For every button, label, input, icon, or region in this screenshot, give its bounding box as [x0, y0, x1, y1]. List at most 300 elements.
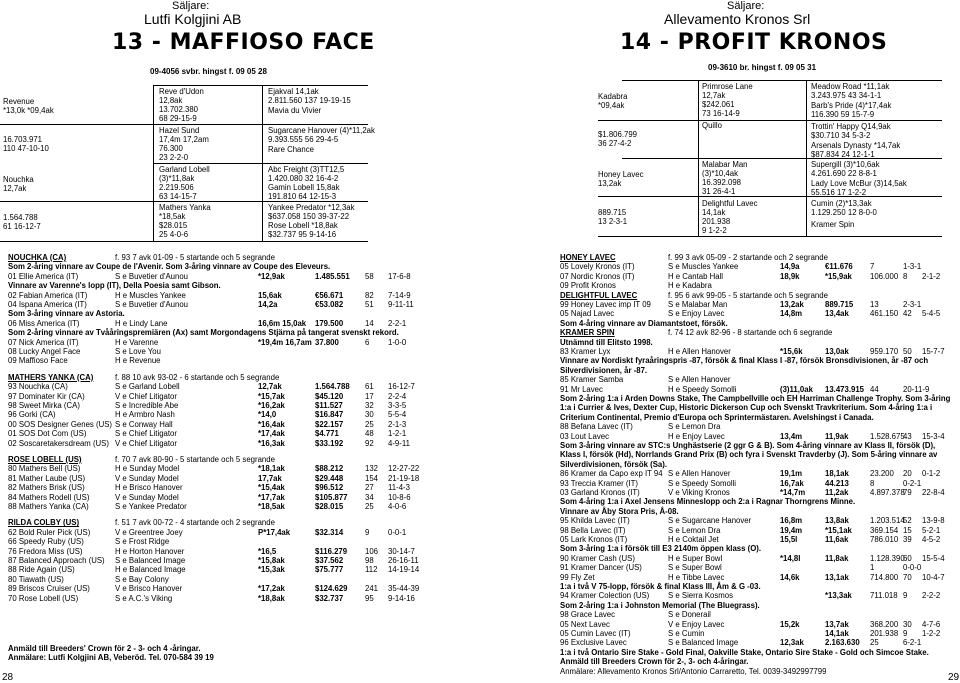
record-cell: 461.150	[870, 309, 899, 319]
record-cell: 05 Najad Lavec	[560, 309, 615, 319]
record-cell: *15,9ak	[825, 271, 852, 281]
dam-heading: NOUCHKA (CA)	[8, 253, 67, 262]
record-cell: 70 Rose Lobell (US)	[8, 593, 79, 603]
record-cell: *15,3ak	[258, 565, 285, 575]
record-cell: 26-16-11	[388, 556, 419, 565]
ped-text: 12,7ak	[702, 91, 726, 100]
record-cell: 714.800	[870, 572, 899, 582]
record-cell: H e Allen Hanover	[668, 347, 731, 356]
ped-text: Gamin Lobell 15,8ak	[268, 183, 340, 192]
record-cell: 112	[365, 565, 378, 575]
registration-info: 09-4056 svbr. hingst f. 09 05 28	[150, 67, 267, 76]
record-cell: 95 Khilda Lavec (IT)	[560, 516, 630, 526]
ped-text: (3)*10,4ak	[702, 169, 738, 178]
record-cell: 20-11-9	[903, 384, 930, 394]
sire-earnings: $1.806.799	[598, 130, 638, 139]
record-cell: 01 Ellie America (IT)	[8, 271, 79, 281]
record-cell: *18,5ak	[258, 502, 285, 511]
record-cell: 1-3-1	[903, 262, 922, 272]
record-cell: *12,9ak	[258, 271, 285, 281]
record-cell: 22-8-4	[922, 488, 945, 497]
ped-text: 2.219.506	[159, 183, 194, 192]
record-cell: 62 Bold Ruler Pick (US)	[8, 527, 91, 537]
ped-text: $242.061	[702, 100, 735, 109]
record-cell: 82	[365, 290, 374, 300]
record-cell: 19,4m	[780, 525, 803, 535]
record-cell: 06 Miss America (IT)	[8, 318, 80, 328]
record-note: Vinnare av Varenne's lopp (IT), Della Poesia samt Gibson.	[8, 281, 221, 291]
record-cell: 39	[903, 535, 912, 544]
record-cell: S e Muscles Yankee	[668, 262, 739, 272]
record-cell: V e Chief Litigator	[115, 391, 177, 401]
record-cell: 13,0ak	[825, 347, 849, 356]
dam-summary: f. 51 7 avk 00-72 - 4 startande och 2 segrande	[115, 518, 275, 528]
dam-name: Nouchka	[3, 175, 34, 184]
record-cell: 16,7ak	[780, 478, 804, 488]
record-cell: 86 Kramer da Capo exp IT 94	[560, 469, 663, 479]
record-cell: *17,7ak	[258, 492, 285, 502]
record-cell: 84 Mathers Rodell (US)	[8, 492, 90, 502]
record-cell: 13	[870, 300, 879, 309]
record-cell: H e Lindy Lane	[115, 318, 168, 328]
record-cell: 9-11-11	[388, 300, 414, 309]
pedigree-line	[0, 124, 368, 125]
record-cell: 2-2-2	[922, 591, 941, 601]
dam-earnings: 1.564.788	[3, 213, 38, 222]
record-cell: 05 Lovely Kronos (IT)	[560, 262, 635, 272]
record-cell: 4-9-11	[388, 438, 410, 448]
record-cell: S e Malabar Man	[668, 300, 728, 309]
pedigree-line	[153, 85, 368, 86]
record-cell: 0-1-2	[922, 469, 941, 479]
record-cell: 1	[870, 563, 875, 573]
ped-text: 1.129.250 12 8-0-0	[811, 208, 877, 217]
record-cell: 1-2-2	[922, 629, 941, 638]
record-cell: 44	[870, 384, 879, 394]
record-cell: 92	[365, 438, 374, 448]
record-cell: $116.279	[315, 546, 348, 556]
record-cell: V e Sunday Model	[115, 473, 179, 483]
record-cell: 98 Grace Lavec	[560, 610, 616, 620]
record-cell: 42	[903, 309, 912, 319]
record-cell: S e Yankee Predator	[115, 502, 187, 511]
record-cell: 76 Fredora Miss (US)	[8, 546, 83, 556]
record-note: Silverdivisionen, försök (Sa).	[560, 459, 668, 469]
record-cell: $45.120	[315, 391, 344, 401]
record-note: Criterium Continental, Premio d'Europa och Sprintermästaren. Avelshingst i Canada.	[560, 412, 874, 422]
record-cell: 15,2k	[780, 619, 800, 629]
record-cell: 02 Fabian America (IT)	[8, 290, 88, 300]
record-cell: 88 Mathers Yanka (CA)	[8, 502, 89, 511]
record-cell: S e Conway Hall	[115, 419, 173, 429]
ped-text: 17,4m 17,2am	[159, 135, 209, 144]
record-cell: S e Incredible Abe	[115, 401, 179, 410]
record-cell: 30-14-7	[388, 546, 415, 556]
seller-label: Säljare:	[727, 0, 765, 12]
record-cell: 05 Next Lavec	[560, 619, 610, 629]
record-cell: 85 Kramer Samba	[560, 375, 624, 385]
dam-heading: ROSE LOBELL (US)	[8, 455, 82, 464]
record-cell: V e Viking Kronos	[668, 488, 730, 497]
record-cell: 37.800	[315, 337, 339, 347]
record-cell: 16-12-7	[388, 382, 415, 392]
record-cell: 96 Exclusive Lavec	[560, 638, 627, 648]
record-cell: V e Greentree Joey	[115, 527, 183, 537]
record-cell: H e Horton Hanover	[115, 546, 185, 556]
record-cell: S e Chief Litigator	[115, 429, 177, 439]
record-cell: S e Allen Hanover	[668, 469, 731, 479]
record-cell: S e A.C.'s Viking	[115, 593, 173, 603]
registration-info: 09-3610 br. hingst f. 09 05 31	[708, 63, 817, 72]
record-cell: 11,8ak	[825, 553, 849, 563]
record-cell: 50	[903, 347, 912, 356]
record-cell: 154	[365, 473, 379, 483]
record-cell: V e Chief Litigator	[115, 438, 177, 448]
record-cell: 241	[365, 584, 379, 594]
record-cell: 14,1ak	[825, 629, 849, 638]
dam-heading: MATHERS YANKA (CA)	[8, 372, 94, 382]
record-cell: H e Armbro Nash	[115, 410, 175, 420]
record-cell: 91 Kramer Dancer (US)	[560, 563, 642, 573]
ped-text: 73 16-14-9	[702, 109, 740, 118]
sire-record: *09,4ak	[598, 101, 625, 110]
record-cell: S e Buvetier d'Aunou	[115, 300, 189, 309]
record-cell: 25	[365, 419, 374, 429]
seller-name: Lutfi Kolgjini AB	[144, 11, 242, 27]
ped-text: Ejakval 14,1ak	[268, 87, 319, 96]
record-cell: 959.170	[870, 347, 899, 356]
record-cell: S e Sierra Kosmos	[668, 591, 733, 601]
record-cell: 15-5-4	[922, 553, 945, 563]
record-cell: *15,7ak	[258, 391, 285, 401]
dam-starts: 61 16-12-7	[3, 222, 41, 231]
sire-offspring: 110 47-10-10	[3, 144, 49, 153]
ped-text: Rose Lobell *18,8ak	[268, 221, 338, 230]
record-cell: S e Bay Colony	[115, 574, 169, 584]
record-cell: 13,1ak	[825, 572, 849, 582]
record-cell: 9	[365, 527, 370, 537]
ped-text: $87.834 24 12-1-1	[811, 150, 875, 159]
record-cell: S e Love You	[115, 347, 161, 356]
record-cell: 88 Ride Again (US)	[8, 565, 75, 575]
ped-text: Yankee Predator *12,3ak	[268, 203, 355, 212]
dam-heading: HONEY LAVEC	[560, 253, 616, 262]
record-cell: *16,2ak	[258, 401, 285, 410]
record-cell: *14,0	[258, 410, 277, 420]
record-cell: 16,6m 15,0ak	[258, 318, 307, 328]
record-cell: *13,3ak	[825, 591, 852, 601]
ped-text: 13.702.380	[159, 105, 199, 114]
record-cell: $29.448	[315, 473, 344, 483]
record-cell: *17,4ak	[258, 429, 285, 439]
record-cell: 44.213	[825, 478, 849, 488]
dam-summary: f. 74 12 avk 82-96 - 8 startande och 6 segrande	[668, 328, 833, 338]
record-cell: 13,4ak	[825, 309, 849, 319]
record-cell: V e Enjoy Lavec	[668, 619, 725, 629]
record-cell: S e Buvetier d'Aunou	[115, 271, 189, 281]
record-cell: (3)11,0ak	[780, 384, 813, 394]
record-cell: 13,4m	[780, 431, 803, 441]
record-note: Vinnare av Nordiskt fyraåringspris -87, försök & final Klass I -87, försök Bronsdivisionen, år -87 och	[560, 356, 929, 366]
record-cell: 98 Sweet Mirka (CA)	[8, 401, 80, 410]
record-cell: *18,1ak	[258, 464, 285, 474]
ped-text: 4.261.690 22 8-8-1	[811, 169, 877, 178]
dam-earnings: 889.715	[598, 208, 627, 217]
record-cell: 12,7ak	[258, 382, 282, 392]
record-cell: 0-2-1	[903, 478, 922, 488]
record-cell: €11.676	[825, 262, 853, 272]
record-cell: 17,7ak	[258, 473, 282, 483]
record-cell: 09 Maffioso Face	[8, 356, 68, 366]
record-cell: 03 Garland Kronos (IT)	[560, 488, 640, 497]
ped-text: 9 1-2-2	[702, 226, 727, 235]
record-cell: $96.512	[315, 483, 344, 493]
dam-record: 13,2ak	[598, 179, 622, 188]
record-cell: $88.212	[315, 464, 344, 474]
ped-text: 2.811.560 137 19-19-15	[268, 96, 351, 105]
ped-text: Barb's Pride (4)*17,4ak	[811, 101, 892, 110]
page-number: 28	[2, 672, 14, 683]
record-cell: H e Varenne	[115, 337, 159, 347]
record-cell: 17	[365, 391, 374, 401]
record-cell: 2.163.630	[825, 638, 860, 648]
seller-name: Allevamento Kronos Srl	[664, 11, 811, 27]
record-cell: $32.314	[315, 527, 344, 537]
record-cell: $37.562	[315, 556, 344, 565]
record-cell: 82 Mathers Brisk (US)	[8, 483, 85, 493]
ped-text: 25 4-0-6	[159, 230, 189, 239]
record-cell: 1-0-0	[388, 337, 407, 347]
record-cell: 98 Bella Lavec (IT)	[560, 525, 626, 535]
record-note: 1:a i Currier & Ives, Dexter Cup, Historic Dickerson Cup och Svenskt Travkriterium. Som 4-åring 1:a i	[560, 403, 933, 413]
record-cell: 80 Tiawath (US)	[8, 574, 64, 584]
record-cell: H e Cantab Hall	[668, 271, 724, 281]
ped-text: 16.392.098	[702, 178, 742, 187]
sire-offspring: 36 27-4-2	[598, 139, 632, 148]
sire-earnings: 16.703.971	[3, 135, 43, 144]
record-note: Som 4-åring vinnare av Diamantstoet, försök.	[560, 318, 728, 328]
record-cell: 12,3ak	[780, 638, 804, 648]
pedigree-divider	[806, 80, 807, 236]
record-cell: 88 Befana Lavec (IT)	[560, 422, 633, 432]
record-cell: $16.847	[315, 410, 344, 420]
record-cell: 2-2-4	[388, 391, 407, 401]
record-cell: 11,6ak	[825, 535, 849, 544]
record-cell: 58	[365, 271, 374, 281]
record-cell: 9-14-16	[388, 593, 415, 603]
record-cell: 5-2-1	[922, 525, 941, 535]
record-cell: H e Balanced Image	[115, 565, 186, 575]
record-cell: P*17,4ak	[258, 527, 291, 537]
record-cell: 35-44-39	[388, 584, 420, 594]
record-note: Som 2-åring 1:a i Johnston Memorial (The Bluegrass).	[560, 600, 760, 610]
ped-text: $30.710 34 5-3-2	[811, 131, 871, 140]
record-cell: 99 Honey Lavec imp IT 09	[560, 300, 651, 309]
record-note: Som 3-åring 1:a i försök till E3 2140m öppen klass (O).	[560, 544, 762, 554]
record-cell: $4.771	[315, 429, 339, 439]
ped-text: 23 2-2-0	[159, 153, 189, 162]
record-cell: S e Lemon Dra	[668, 422, 721, 432]
ped-text: 1.420.080 32 16-4-2	[268, 174, 339, 183]
ped-text: Cumin (2)*13,3ak	[811, 199, 872, 208]
record-cell: $105.877	[315, 492, 348, 502]
record-cell: $32.737	[315, 593, 344, 603]
ped-text: Malabar Man	[702, 160, 748, 169]
record-cell: 786.010	[870, 535, 899, 544]
record-cell: 13,8ak	[825, 516, 849, 526]
record-cell: 83 Kramer Lyx	[560, 347, 611, 356]
record-cell: 17-6-8	[388, 271, 411, 281]
record-cell: 11,2ak	[825, 488, 849, 497]
record-cell: 98	[365, 556, 374, 565]
footer-contact: Anmälare: Lutfi Kolgjini AB, Veberöd. Tel. 070-584 39 19	[8, 653, 214, 662]
record-cell: 7-14-9	[388, 290, 411, 300]
dam-summary: f. 99 3 avk 05-09 - 2 startande och 2 segrande	[668, 253, 828, 262]
ped-text: Quillo	[702, 121, 722, 130]
footer-note: Anmäld till Breeders' Crown för 2 - 3- och 4 -åringar.	[8, 644, 201, 653]
record-cell: 4.897.378	[870, 488, 905, 497]
record-cell: *17,2ak	[258, 584, 285, 594]
record-cell: 09 Profit Kronos	[560, 281, 616, 291]
pedigree-line	[622, 80, 942, 81]
record-cell: S e Allen Hanover	[668, 375, 731, 385]
record-cell: 12-27-22	[388, 464, 420, 474]
ped-text: Sugarcane Hanover (4)*11,2ak	[268, 126, 375, 135]
record-note: Som 4-åring 1:a i Axel Jensens Minneslopp och 2:a i Ragnar Thorngrens Minne.	[560, 497, 856, 507]
record-note: Anmälare: Allevamento Kronos Srl/Antonio Carraretto, Tel. 0039-3492997799	[560, 666, 827, 676]
record-note: 1:a i två V 75-lopp, försök & final Klass III, Åm & G -03.	[560, 582, 761, 591]
record-cell: S e Enjoy Lavec	[668, 309, 725, 319]
dam-summary: f. 95 6 avk 99-05 - 5 startande och 5 segrande	[668, 290, 828, 300]
dam-summary: f. 88 10 avk 93-02 - 6 startande och 5 segrande	[115, 372, 280, 382]
sire-record: *13,0k *09,4ak	[3, 106, 54, 115]
record-cell: *15,1ak	[825, 525, 852, 535]
dam-heading: DELIGHTFUL LAVEC	[560, 290, 638, 300]
ped-text: Rare Chance	[268, 145, 314, 154]
record-cell: S e Garland Lobell	[115, 382, 180, 392]
record-cell: 15	[903, 525, 912, 535]
pedigree-line	[598, 120, 942, 121]
record-note: Som 2-åring 1:a i Arden Downs Stake, The Campbellville och EH Harriman Challenge Trophy. Som 3-åring	[560, 394, 951, 403]
record-cell: 369.154	[870, 525, 899, 535]
record-cell: 05 Lark Kronos (IT)	[560, 535, 628, 544]
record-cell: S e Balanced Image	[668, 638, 739, 648]
record-cell: *15,4ak	[258, 483, 285, 493]
record-cell: $28.015	[315, 502, 344, 511]
ped-text: 31 26-4-1	[702, 187, 736, 196]
record-cell: 13,2ak	[780, 300, 804, 309]
record-cell: 97 Dominater Kir (CA)	[8, 391, 85, 401]
record-note: Som 3-åring vinnare av STC:s Unghästserie (2 ggr G & B). Som 4-åring vinnare av Klass II, försök (D),	[560, 441, 936, 450]
record-cell: 43	[903, 431, 912, 441]
record-note: Som 2-åring vinnare av Coupe de l'Avenir. Som 3-åring vinnare av Coupe des Eleveurs.	[8, 262, 331, 272]
sire-name: Revenue	[3, 97, 35, 106]
record-cell: 14	[365, 318, 374, 328]
record-cell: 08 Lucky Angel Face	[8, 347, 81, 356]
record-cell: H e Muscles Yankee	[115, 290, 186, 300]
record-cell: 94 Kramer Colection (US)	[560, 591, 650, 601]
ped-text: 14,1ak	[702, 208, 726, 217]
record-cell: S e Balanced Image	[115, 556, 186, 565]
pedigree-divider	[262, 85, 263, 241]
record-cell: 14,2a	[258, 300, 278, 309]
pedigree-divider	[153, 85, 154, 241]
record-cell: 30	[365, 410, 374, 420]
record-cell: 07 Nick America (IT)	[8, 337, 79, 347]
record-cell: 02 Soscaretakersdream (US)	[8, 438, 109, 448]
record-cell: 99 Fly Zet	[560, 572, 595, 582]
record-cell: 04 Ispana America (IT)	[8, 300, 87, 309]
record-cell: 5-5-4	[388, 410, 407, 420]
record-cell: 00 SOS Designer Genes (US)	[8, 419, 113, 429]
record-cell: 889.715	[825, 300, 854, 309]
record-cell: €56.671	[315, 290, 344, 300]
record-note: Som 3-åring vinnare av Astoria.	[8, 309, 125, 319]
record-cell: S e Sugarcane Hanover	[668, 516, 752, 526]
record-cell: $33.192	[315, 438, 344, 448]
ped-text: Garland Lobell	[159, 165, 210, 174]
ped-text: 191.810 64 12-15-3	[268, 192, 337, 201]
record-cell: 8	[870, 478, 875, 488]
record-cell: *18,8ak	[258, 593, 285, 603]
record-cell: 16,8m	[780, 516, 803, 526]
record-cell: 14,8m	[780, 309, 803, 319]
record-cell: 25	[365, 502, 374, 511]
record-cell: 10-4-7	[922, 572, 945, 582]
record-cell: H e Super Bowl	[668, 553, 723, 563]
ped-text: Arsenals Dynasty *14,7ak	[811, 141, 901, 150]
ped-text: Hazel Sund	[159, 126, 200, 135]
record-cell: 93 Treccia Kramer (IT)	[560, 478, 638, 488]
record-cell: 711.018	[870, 591, 898, 601]
record-cell: 4-5-2	[922, 535, 941, 544]
ped-text: *18,5ak	[159, 212, 186, 221]
ped-text: (3)*11,8ak	[159, 174, 195, 183]
record-cell: *16,5	[258, 546, 277, 556]
page-number: 29	[948, 672, 960, 683]
record-cell: 51	[365, 300, 374, 309]
ped-text: $28.015	[159, 221, 188, 230]
record-cell: 14,6k	[780, 572, 800, 582]
horse-title: 13 - MAFFIOSO FACE	[112, 30, 375, 55]
record-cell: 18,1ak	[825, 469, 849, 479]
record-cell: 2-1-3	[388, 419, 407, 429]
record-cell: 15-3-4	[922, 431, 945, 441]
record-note: Utnämnd till Elitsto 1998.	[560, 337, 653, 347]
record-cell: 91 Mr Lavec	[560, 384, 603, 394]
record-cell: 106.000	[870, 271, 899, 281]
record-cell: H e Coktail Jet	[668, 535, 719, 544]
ped-text: Lady Love McBur (3)14,5ak	[811, 179, 907, 188]
record-cell: 1.564.788	[315, 382, 350, 392]
ped-text: 116.390 59 15-7-9	[811, 110, 875, 119]
record-cell: 93 Nouchka (CA)	[8, 382, 68, 392]
record-cell: 27	[365, 483, 374, 493]
record-cell: 2-1-2	[922, 271, 941, 281]
record-cell: 80 Mathers Bell (US)	[8, 464, 81, 474]
record-cell: H e Enjoy Lavec	[668, 431, 725, 441]
pedigree-line	[0, 241, 368, 242]
pedigree-line	[153, 163, 368, 164]
record-cell: 21-19-18	[388, 473, 420, 483]
ped-text: Trottin' Happy Q14,9ak	[811, 122, 891, 131]
record-cell: 61	[365, 382, 374, 392]
horse-title: 14 - PROFIT KRONOS	[620, 30, 888, 55]
record-cell: *16,3ak	[258, 438, 285, 448]
record-cell: S e Frost Ridge	[115, 537, 170, 547]
record-cell: *14,7m	[780, 488, 806, 497]
ped-text: Primrose Lane	[702, 82, 753, 91]
